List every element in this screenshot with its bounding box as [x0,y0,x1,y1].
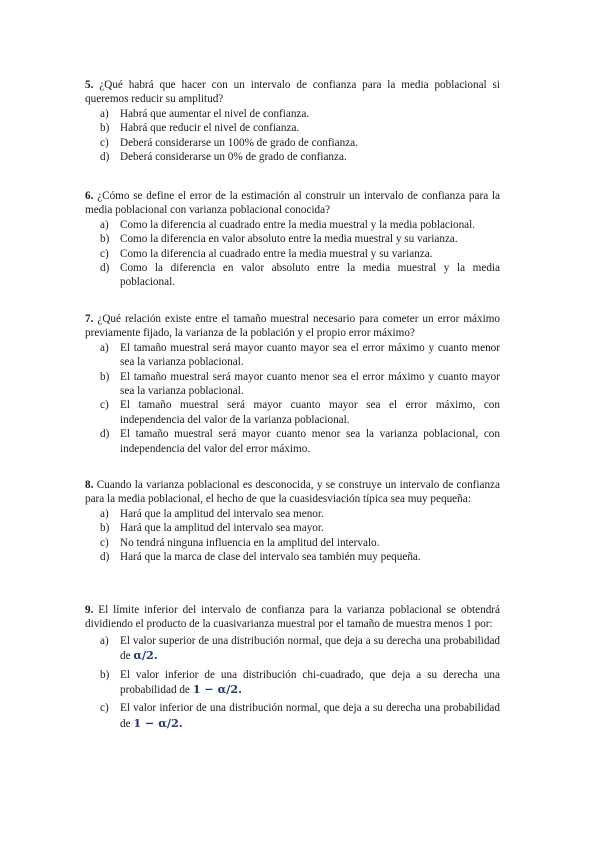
options-list [85,107,500,165]
option-letter: d) [100,262,110,275]
question-number: 7. [85,313,94,325]
question-8 [85,478,500,564]
option-text: El tamaño muestral será mayor cuanto menor sea la varianza poblacional, con independencia del valor del error máximo. [120,428,500,455]
option-text: Deberá considerarse un 0% de grado de confianza. [120,151,347,164]
option-letter: c) [100,536,109,549]
option-text: Hará que la amplitud del intervalo sea menor. [120,507,324,520]
question-9 [85,603,500,731]
one-minus-alpha-half-formula: 1 − α/2. [192,682,243,697]
options-list [85,507,500,565]
option-d [85,427,500,456]
option-d [85,261,500,290]
option-b [85,121,500,135]
option-text: El tamaño muestral será mayor cuanto mayor sea el error máximo y cuanto menor sea la varianza poblacional. [120,341,500,369]
option-letter: a) [100,107,109,120]
option-text: Habrá que reducir el nivel de confianza. [120,122,300,135]
option-letter: a) [100,507,109,520]
option-a [85,341,500,370]
options-list [85,218,500,290]
option-letter: b) [100,233,110,246]
options-list [85,341,500,456]
option-text: Como la diferencia al cuadrado entre la media muestral y su varianza. [120,247,433,260]
option-letter: c) [100,399,109,412]
question-text: ¿Cómo se define el error de la estimación al construir un intervalo de confianza para la media poblacional con varianza poblacional conocida? [85,190,500,217]
option-c [85,247,500,261]
option-text: El valor superior de una distribución normal, que deja a su derecha una probabilidad de [120,634,500,663]
option-letter: a) [100,341,109,354]
option-letter: c) [100,702,109,715]
question-7 [85,312,500,456]
question-number: 6. [85,190,94,202]
option-a [85,634,500,664]
option-c [85,136,500,150]
options-list [85,634,500,731]
option-d [85,150,500,164]
option-text: El valor inferior de una distribución normal, que deja a su derecha una probabilidad de [120,702,500,730]
option-text: No tendrá ninguna influencia en la amplitud del intervalo. [120,536,380,549]
option-letter: b) [100,522,110,535]
option-c [85,536,500,550]
option-letter: a) [100,218,109,231]
question-stem [85,603,500,632]
option-d [85,550,500,564]
option-a [85,107,500,121]
option-letter: b) [100,668,110,681]
option-text: Hará que la marca de clase del intervalo sea también muy pequeña. [120,551,421,564]
option-letter: b) [100,370,110,383]
option-text: Hará que la amplitud del intervalo sea mayor. [120,522,324,535]
option-a [85,218,500,232]
question-6 [85,189,500,290]
option-text: Como la diferencia en valor absoluto entre la media muestral y la media poblacional. [120,262,500,289]
option-text: El valor inferior de una distribución chi-cuadrado, que deja a su derecha una probabilidad de [120,668,500,697]
option-b [85,668,500,698]
option-text: Como la diferencia al cuadrado entre la media muestral y la media poblacional. [120,218,476,231]
question-stem [85,478,500,507]
option-letter: d) [100,428,110,441]
option-b [85,370,500,399]
option-text: El tamaño muestral será mayor cuanto menor sea el error máximo y cuanto mayor sea la varianza poblacional. [120,370,500,398]
option-text: Deberá considerarse un 100% de grado de confianza. [120,136,358,149]
question-5 [85,78,500,164]
option-letter: c) [100,136,109,149]
option-letter: d) [100,551,110,564]
option-text: El tamaño muestral será mayor cuanto mayor sea el error máximo, con independencia del valor de la varianza poblacional. [120,399,500,426]
one-minus-alpha-half-formula: 1 − α/2. [133,715,183,730]
alpha-half-formula: α/2. [133,648,158,663]
option-letter: a) [100,634,109,647]
question-stem [85,189,500,218]
option-a [85,507,500,521]
question-stem [85,78,500,107]
question-text: El límite inferior del intervalo de confianza para la varianza poblacional se obtendrá dividiendo el producto de la cuasivarianza muestral por el tamaño de muestra menos 1 por: [85,604,500,631]
question-text: ¿Qué relación existe entre el tamaño muestral necesario para cometer un error máximo previamente fijado, la varianza de la población y el propio error máximo? [85,313,501,340]
question-stem [85,312,500,341]
option-letter: d) [100,151,110,164]
option-c [85,398,500,427]
question-number: 8. [85,479,94,491]
option-letter: b) [100,122,110,135]
option-b [85,521,500,535]
option-text: Habrá que aumentar el nivel de confianza. [120,107,310,120]
question-number: 5. [85,79,94,91]
question-text: Cuando la varianza poblacional es desconocida, y se construye un intervalo de confianza para la media poblacional, el hecho de que la cuasidesviación típica sea muy pequeña: [85,479,500,506]
option-b [85,232,500,246]
question-number: 9. [85,604,94,616]
option-letter: c) [100,247,109,260]
option-text: Como la diferencia en valor absoluto entre la media muestral y su varianza. [120,233,458,246]
question-text: ¿Qué habrá que hacer con un intervalo de confianza para la media poblacional si queremos reducir su amplitud? [85,79,500,106]
option-c [85,701,500,731]
